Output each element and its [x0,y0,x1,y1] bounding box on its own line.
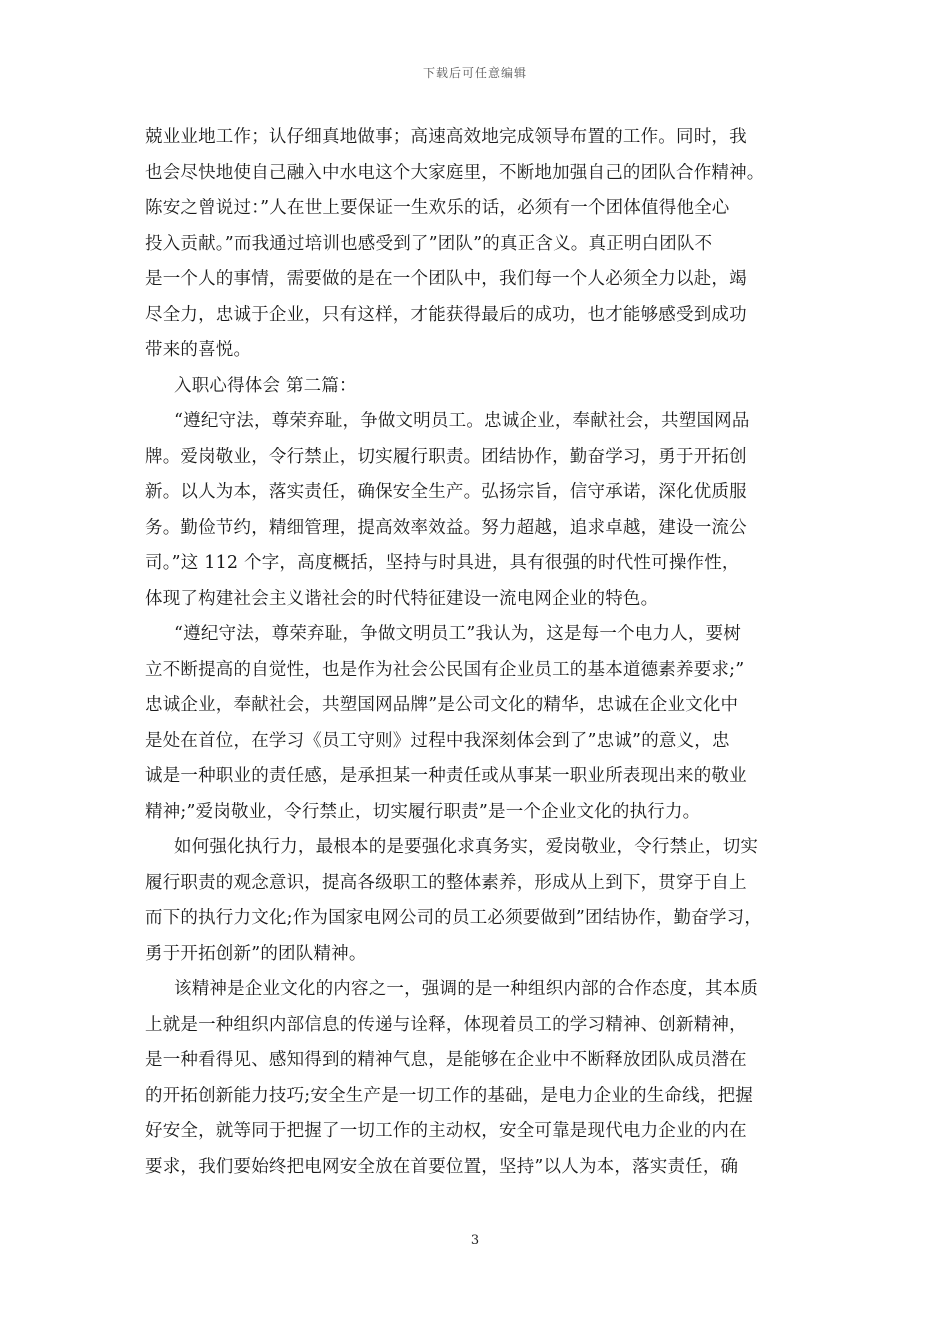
text-line: 如何强化执行力，最根本的是要强化求真务实，爱岗敬业，令行禁止，切实 [174,837,759,857]
text-line: 务。勤俭节约，精细管理，提高效率效益。努力超越，追求卓越，建设一流公 [145,517,747,538]
text-line: 精神;”爱岗敬业，令行禁止，切实履行职责”是一个企业文化的执行力。 [145,801,701,822]
text-line: 兢业业地工作；认仔细真地做事；高速高效地完成领导布置的工作。同时，我 [145,127,747,147]
text-line: 上就是一种组织内部信息的传递与诠释，体现着员工的学习精神、创新精神， [145,1014,747,1035]
text-line: 带来的喜悦。 [145,340,252,360]
text-line: 立不断提高的自觉性，也是作为社会公民国有企业员工的基本道德素养要求;” [145,659,745,680]
text-line: 投入贡献。”而我通过培训也感受到了”团队”的真正含义。真正明白团队不 [145,233,713,254]
text-line: 陈安之曾说过：”人在世上要保证一生欢乐的话，必须有一个团体值得他全心 [145,198,730,218]
text-line: 的开拓创新能力技巧;安全生产是一切工作的基础，是电力企业的生命线，把握 [145,1085,753,1106]
text-line: “遵纪守法，尊荣弃耻，争做文明员工。忠诚企业，奉献社会，共塑国网品 [174,411,750,431]
text-line: 勇于开拓创新”的团队精神。 [145,943,367,964]
text-line: 诚是一种职业的责任感，是承担某一种责任或从事某一职业所表现出来的敬业 [145,766,747,786]
text-line: 而下的执行力文化;作为国家电网公司的员工必须要做到”团结协作，勤奋学习， [145,908,763,928]
text-line: 是处在首位，在学习《员工守则》过程中我深刻体会到了”忠诚”的意义，忠 [145,730,730,751]
page-number: 3 [470,1233,480,1248]
text-line: 入职心得体会 第二篇： [174,375,357,396]
text-line: 司。”这 112 个字，高度概括，坚持与时具进，具有很强的时代性可操作性， [145,553,740,573]
header-note: 下载后可任意编辑 [422,66,527,80]
text-line: 体现了构建社会主义谐社会的时代特征建设一流电网企业的特色。 [145,588,659,609]
text-line: 忠诚企业，奉献社会，共塑国网品牌”是公司文化的精华，忠诚在企业文化中 [145,695,739,715]
text-line: 要求，我们要始终把电网安全放在首要位置，坚持”以人为本，落实责任，确 [145,1156,739,1177]
text-line: 新。以人为本，落实责任，确保安全生产。弘扬宗旨，信守承诺，深化优质服 [145,482,747,502]
text-line: “遵纪守法，尊荣弃耻，争做文明员工”我认为，这是每一个电力人，要树 [174,624,741,644]
text-line: 是一个人的事情，需要做的是在一个团队中，我们每一个人必须全力以赴，竭 [145,269,747,289]
text-line: 尽全力，忠诚于企业，只有这样，才能获得最后的成功，也才能够感受到成功 [145,304,747,325]
text-line: 履行职责的观念意识，提高各级职工的整体素养，形成从上到下，贯穿于自上 [145,872,747,893]
text-line: 也会尽快地使自己融入中水电这个大家庭里，不断地加强自己的团队合作精神。 [145,162,765,183]
text-line: 牌。爱岗敬业，令行禁止，切实履行职责。团结协作，勤奋学习，勇于开拓创 [145,446,747,467]
document-body [145,120,810,1185]
text-line: 该精神是企业文化的内容之一，强调的是一种组织内部的合作态度，其本质 [174,979,759,999]
text-line: 是一种看得见、感知得到的精神气息，是能够在企业中不断释放团队成员潜在 [145,1050,747,1070]
text-line: 好安全，就等同于把握了一切工作的主动权，安全可靠是现代电力企业的内在 [145,1121,747,1141]
